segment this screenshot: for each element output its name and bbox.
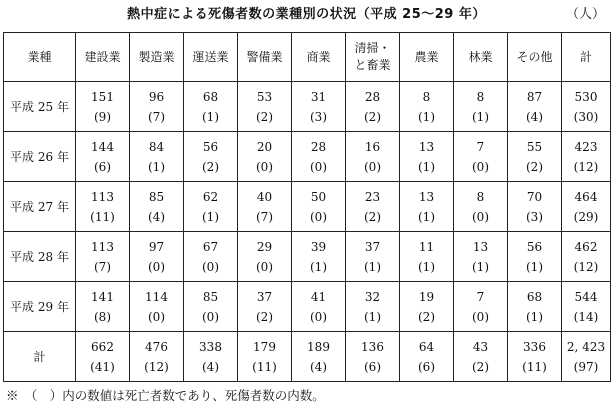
data-cell — [508, 82, 562, 132]
data-cell — [184, 332, 238, 382]
data-cell — [400, 282, 454, 332]
casualty-count: 189 — [307, 339, 330, 354]
death-count: (0) — [148, 309, 165, 324]
data-cell — [76, 282, 130, 332]
death-count: (1) — [418, 259, 435, 274]
casualty-count: 13 — [472, 239, 489, 254]
table-row — [4, 282, 611, 332]
death-count: (0) — [310, 309, 327, 324]
casualty-count: 29 — [256, 239, 273, 254]
casualty-count: 23 — [364, 189, 381, 204]
header-cell: 建設業 — [76, 33, 130, 82]
header-cell: 計 — [562, 33, 611, 82]
unit-label: （人） — [565, 7, 605, 22]
death-count: (2) — [364, 109, 381, 124]
data-cell — [562, 132, 611, 182]
casualty-count: 56 — [526, 239, 543, 254]
data-cell — [238, 82, 292, 132]
death-count: (0) — [256, 159, 273, 174]
casualty-count: 141 — [91, 289, 114, 304]
row-label: 平成 25 年 — [4, 82, 76, 132]
casualty-count: 113 — [91, 239, 114, 254]
death-count: (1) — [418, 209, 435, 224]
data-cell — [76, 82, 130, 132]
death-count: (1) — [310, 259, 327, 274]
data-cell — [130, 282, 184, 332]
casualty-count: 8 — [422, 89, 431, 104]
death-count: (0) — [310, 159, 327, 174]
death-count: (0) — [202, 259, 219, 274]
header-industry: 業種 — [4, 33, 76, 82]
data-cell — [130, 232, 184, 282]
death-count: (0) — [202, 309, 219, 324]
casualty-count: 19 — [418, 289, 435, 304]
data-cell — [184, 282, 238, 332]
casualty-count: 530 — [574, 89, 598, 104]
casualty-count: 70 — [526, 189, 543, 204]
casualty-count: 64 — [418, 339, 435, 354]
death-count: (12) — [144, 359, 169, 374]
table-row — [4, 332, 611, 382]
header-cell: 商業 — [292, 33, 346, 82]
casualty-count: 31 — [310, 89, 327, 104]
casualty-count: 40 — [256, 189, 273, 204]
casualty-count: 39 — [310, 239, 327, 254]
casualty-count: 144 — [91, 139, 114, 154]
death-count: (8) — [94, 309, 111, 324]
data-cell — [562, 82, 611, 132]
data-cell — [562, 182, 611, 232]
death-count: (1) — [364, 309, 381, 324]
casualty-count: 113 — [91, 189, 114, 204]
death-count: (1) — [472, 259, 489, 274]
casualty-count: 2, 423 — [566, 339, 606, 354]
death-count: (11) — [252, 359, 277, 374]
death-count: (2) — [526, 159, 543, 174]
data-cell — [130, 332, 184, 382]
casualty-count: 662 — [91, 339, 114, 354]
data-cell — [292, 82, 346, 132]
data-cell — [238, 332, 292, 382]
header-cell: 清掃・ と畜業 — [346, 33, 400, 82]
header-cell: 製造業 — [130, 33, 184, 82]
row-label: 平成 28 年 — [4, 232, 76, 282]
casualty-count: 68 — [202, 89, 219, 104]
casualty-count: 97 — [148, 239, 165, 254]
death-count: (3) — [310, 109, 327, 124]
casualty-count: 43 — [472, 339, 489, 354]
data-cell — [454, 182, 508, 232]
data-cell — [238, 232, 292, 282]
death-count: (2) — [256, 109, 273, 124]
data-cell — [454, 282, 508, 332]
table-row — [4, 82, 611, 132]
data-cell — [508, 232, 562, 282]
death-count: (97) — [573, 359, 599, 374]
data-cell — [130, 82, 184, 132]
casualty-count: 7 — [476, 139, 485, 154]
death-count: (2) — [472, 359, 489, 374]
data-cell — [346, 232, 400, 282]
table-row — [4, 182, 611, 232]
data-cell — [346, 182, 400, 232]
death-count: (14) — [573, 309, 599, 324]
death-count: (29) — [573, 209, 599, 224]
casualty-count: 68 — [526, 289, 543, 304]
casualty-count: 85 — [148, 189, 165, 204]
data-cell — [238, 132, 292, 182]
data-cell — [400, 82, 454, 132]
death-count: (30) — [573, 109, 599, 124]
casualty-count: 338 — [199, 339, 222, 354]
death-count: (4) — [202, 359, 219, 374]
table-row — [4, 132, 611, 182]
data-cell — [184, 182, 238, 232]
casualty-count: 20 — [256, 139, 273, 154]
title-row — [0, 4, 613, 28]
death-count: (11) — [90, 209, 115, 224]
footnote: ※ （ ）内の数値は死亡者数であり、死傷者数の内数。 — [6, 388, 325, 403]
data-cell — [346, 82, 400, 132]
data-cell — [184, 132, 238, 182]
table-title: 熱中症による死傷者数の業種別の状況（平成 25〜29 年） — [127, 7, 486, 22]
header-cell: 農業 — [400, 33, 454, 82]
data-cell — [292, 132, 346, 182]
death-count: (12) — [573, 259, 599, 274]
row-label: 平成 27 年 — [4, 182, 76, 232]
death-count: (7) — [148, 109, 165, 124]
casualty-count: 544 — [574, 289, 598, 304]
casualty-count: 67 — [202, 239, 219, 254]
row-label: 平成 26 年 — [4, 132, 76, 182]
casualty-count: 336 — [523, 339, 546, 354]
data-cell — [292, 182, 346, 232]
death-count: (0) — [472, 209, 489, 224]
casualty-count: 16 — [364, 139, 381, 154]
data-cell — [454, 132, 508, 182]
data-cell — [76, 182, 130, 232]
casualty-count: 96 — [148, 89, 165, 104]
casualty-count: 28 — [310, 139, 327, 154]
casualty-count: 464 — [574, 189, 598, 204]
table-body — [4, 82, 611, 382]
death-count: (1) — [364, 259, 381, 274]
header-cell: その他 — [508, 33, 562, 82]
death-count: (2) — [202, 159, 219, 174]
death-count: (0) — [472, 309, 489, 324]
death-count: (1) — [418, 109, 435, 124]
casualty-count: 84 — [148, 139, 165, 154]
death-count: (1) — [472, 109, 489, 124]
death-count: (1) — [418, 159, 435, 174]
casualty-count: 41 — [310, 289, 327, 304]
death-count: (6) — [364, 359, 381, 374]
casualty-count: 53 — [256, 89, 273, 104]
data-cell — [184, 232, 238, 282]
data-cell — [346, 332, 400, 382]
data-cell — [562, 232, 611, 282]
casualty-count: 179 — [253, 339, 276, 354]
death-count: (12) — [573, 159, 599, 174]
death-count: (7) — [94, 259, 111, 274]
casualty-count: 56 — [202, 139, 219, 154]
casualty-count: 462 — [574, 239, 598, 254]
death-count: (4) — [526, 109, 543, 124]
header-row — [4, 33, 611, 82]
casualty-count: 28 — [364, 89, 381, 104]
data-cell — [292, 282, 346, 332]
death-count: (0) — [364, 159, 381, 174]
data-cell — [76, 232, 130, 282]
casualty-count: 13 — [418, 189, 435, 204]
death-count: (1) — [202, 109, 219, 124]
death-count: (41) — [90, 359, 115, 374]
death-count: (2) — [364, 209, 381, 224]
death-count: (1) — [526, 259, 543, 274]
casualty-count: 476 — [145, 339, 168, 354]
death-count: (4) — [148, 209, 165, 224]
data-cell — [508, 282, 562, 332]
data-cell — [400, 182, 454, 232]
death-count: (2) — [418, 309, 435, 324]
death-count: (6) — [418, 359, 435, 374]
data-cell — [508, 132, 562, 182]
data-cell — [454, 232, 508, 282]
data-cell — [184, 82, 238, 132]
casualty-count: 151 — [91, 89, 114, 104]
casualty-count: 55 — [526, 139, 543, 154]
data-cell — [292, 232, 346, 282]
header-cell: 警備業 — [238, 33, 292, 82]
casualty-count: 32 — [364, 289, 381, 304]
death-count: (9) — [94, 109, 111, 124]
casualty-count: 8 — [476, 189, 485, 204]
data-cell — [346, 132, 400, 182]
casualty-count: 62 — [202, 189, 219, 204]
data-cell — [238, 282, 292, 332]
casualty-count: 8 — [476, 89, 485, 104]
data-cell — [562, 282, 611, 332]
death-count: (7) — [256, 209, 273, 224]
casualty-count: 136 — [361, 339, 384, 354]
data-cell — [76, 332, 130, 382]
header-cell: 林業 — [454, 33, 508, 82]
death-count: (0) — [310, 209, 327, 224]
casualty-count: 37 — [256, 289, 273, 304]
death-count: (2) — [256, 309, 273, 324]
data-cell — [76, 132, 130, 182]
casualty-count: 85 — [202, 289, 219, 304]
injury-table — [3, 32, 611, 382]
casualty-count: 37 — [364, 239, 381, 254]
table-row — [4, 232, 611, 282]
data-cell — [238, 182, 292, 232]
death-count: (6) — [94, 159, 111, 174]
casualty-count: 114 — [145, 289, 168, 304]
casualty-count: 87 — [526, 89, 543, 104]
data-cell — [400, 232, 454, 282]
data-cell — [130, 132, 184, 182]
row-label: 計 — [4, 332, 76, 382]
data-cell — [508, 332, 562, 382]
casualty-count: 423 — [574, 139, 598, 154]
data-cell — [130, 182, 184, 232]
data-cell — [346, 282, 400, 332]
casualty-count: 11 — [418, 239, 435, 254]
death-count: (4) — [310, 359, 327, 374]
casualty-count: 7 — [476, 289, 485, 304]
death-count: (1) — [202, 209, 219, 224]
death-count: (0) — [256, 259, 273, 274]
data-cell — [292, 332, 346, 382]
death-count: (1) — [148, 159, 165, 174]
data-cell — [562, 332, 611, 382]
header-cell: 運送業 — [184, 33, 238, 82]
data-cell — [400, 132, 454, 182]
death-count: (0) — [472, 159, 489, 174]
data-cell — [508, 182, 562, 232]
death-count: (3) — [526, 209, 543, 224]
death-count: (0) — [148, 259, 165, 274]
casualty-count: 13 — [418, 139, 435, 154]
data-cell — [400, 332, 454, 382]
row-label: 平成 29 年 — [4, 282, 76, 332]
data-cell — [454, 82, 508, 132]
death-count: (1) — [526, 309, 543, 324]
data-cell — [454, 332, 508, 382]
death-count: (11) — [522, 359, 547, 374]
casualty-count: 50 — [310, 189, 327, 204]
